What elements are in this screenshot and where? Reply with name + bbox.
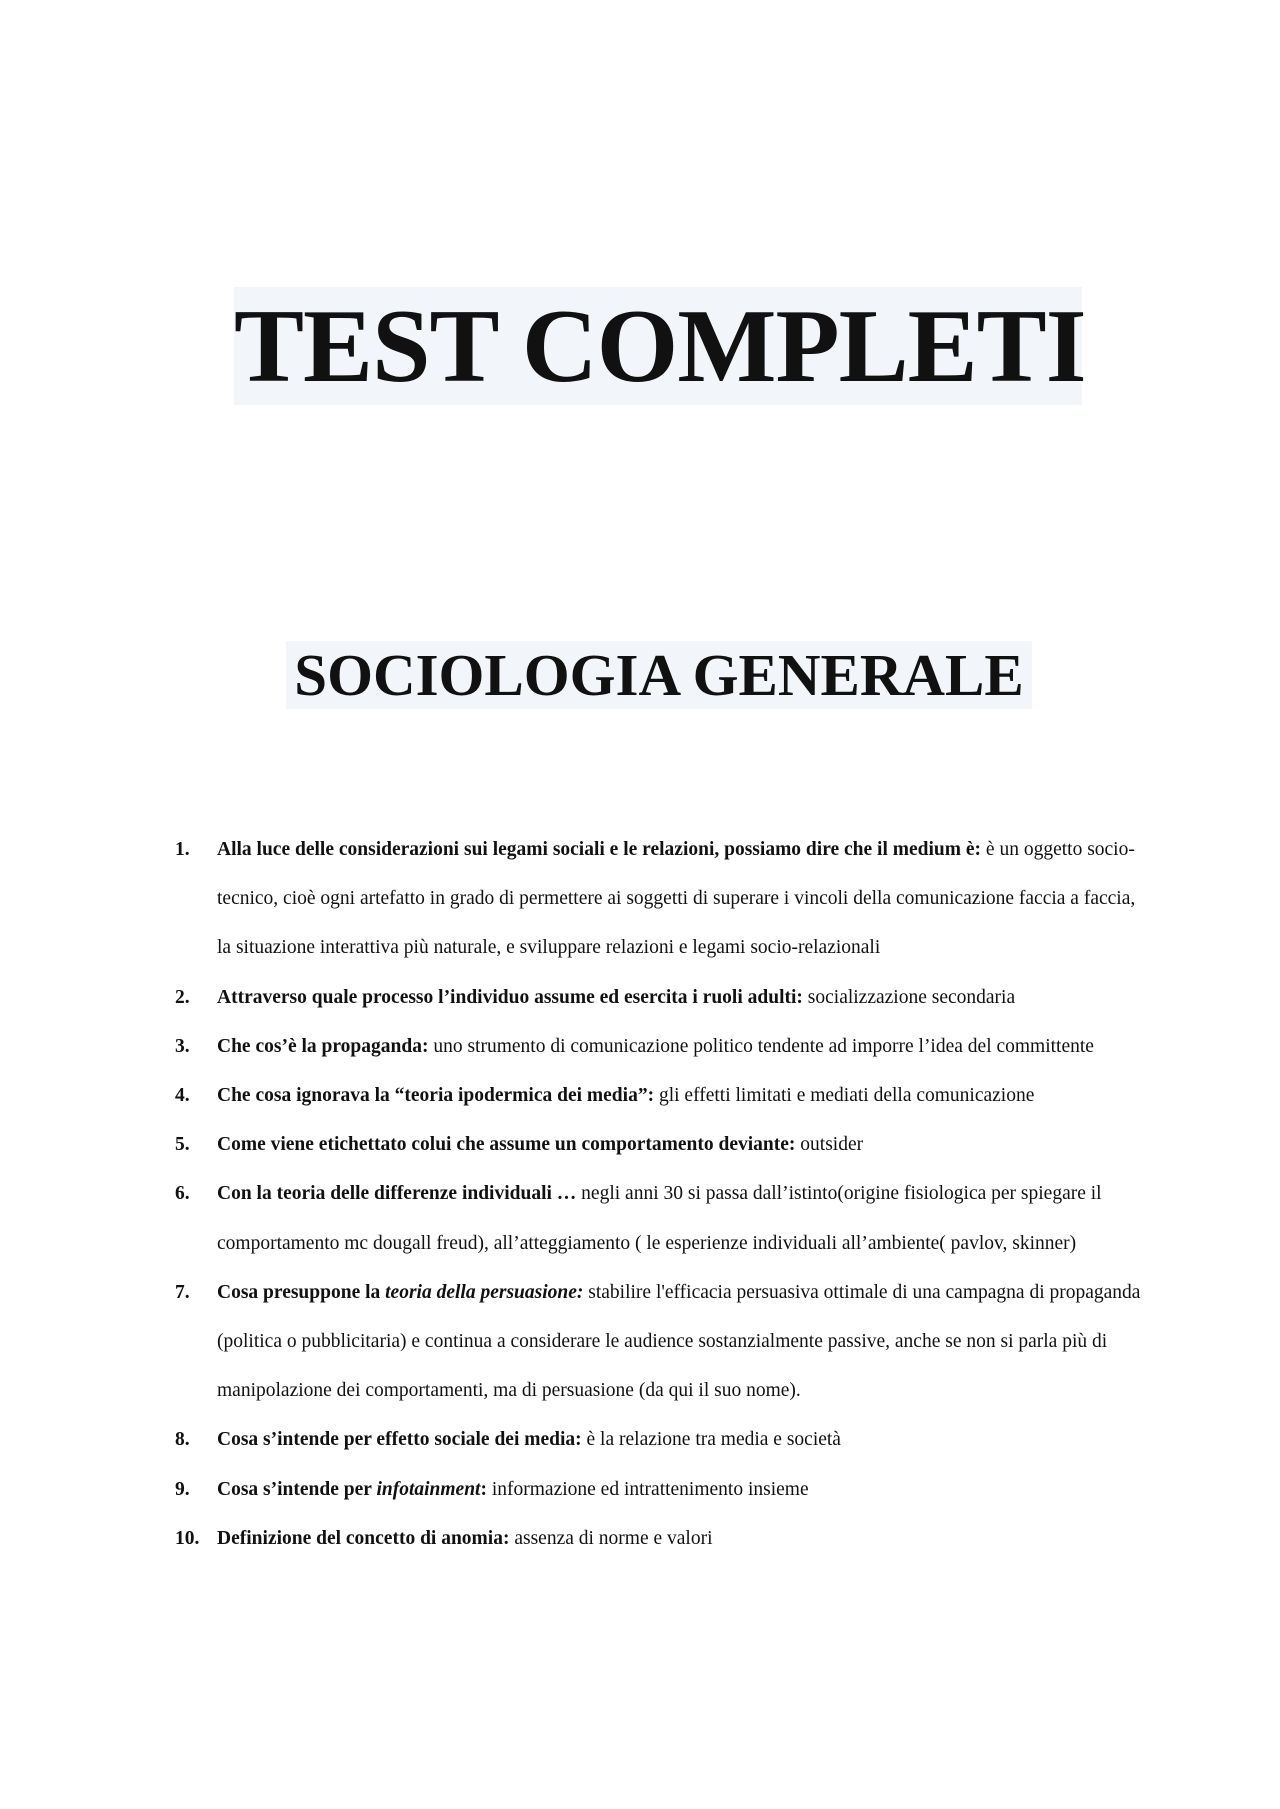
item-question: Cosa s’intende per effetto sociale dei media: [217,1429,582,1451]
item-number: 9. [175,1478,190,1500]
list-item [175,1514,1145,1563]
list-item [175,825,1145,973]
item-answer: uno strumento di comunicazione politico tendente ad imporre l’idea del committente [428,1035,1094,1057]
item-number: 7. [175,1281,190,1303]
list-item [175,1415,1145,1464]
item-question: Che cos’è la propaganda: [217,1035,429,1057]
list-item [175,1465,1145,1514]
item-answer: socializzazione secondaria [802,986,1016,1008]
item-question: Come viene etichettato colui che assume un comportamento deviante: [217,1134,796,1156]
item-question: Alla luce delle considerazioni sui legami sociali e le relazioni, possiamo dire che il medium è: [217,839,982,860]
item-number: 5. [175,1134,190,1156]
item-number: 4. [175,1085,190,1107]
item-number: 1. [175,839,190,860]
list-item [175,1169,1145,1267]
page-subtitle: SOCIOLOGIA GENERALE [286,641,1032,709]
item-question-prefix: Cosa presuppone la [217,1281,386,1303]
item-answer: è la relazione tra media e società [581,1429,841,1451]
list-item [175,973,1145,1022]
list-item [175,1120,1145,1169]
item-answer: assenza di norme e valori [509,1527,713,1549]
item-number: 6. [175,1183,190,1205]
item-answer: gli effetti limitati e mediati della comunicazione [654,1085,1035,1107]
item-number: 10. [175,1527,200,1549]
page-title: TEST COMPLETI [234,287,1086,405]
item-question: Con la teoria delle differenze individuali … [217,1183,577,1205]
item-number: 2. [175,986,190,1008]
item-number: 8. [175,1429,190,1451]
item-number: 3. [175,1035,190,1057]
item-answer: è un oggetto socio-tecnico, cioè ogni artefatto in grado di permettere ai soggetti di superare i vincoli della comunicazione faccia a faccia, la situazione interattiva più naturale, e sviluppare relazioni e legami socio-relazionali [217,839,1136,959]
item-question: Attraverso quale processo l’individuo assume ed esercita i ruoli adulti: [217,986,803,1008]
item-question: Che cosa ignorava la “teoria ipodermica dei media”: [217,1085,655,1107]
item-question-prefix: Cosa s’intende per [217,1478,377,1500]
item-answer: negli anni 30 si passa dall’istinto(origine fisiologica per spiegare il comportamento mc dougall freud), all’atteggiamento ( le esperienze individuali all’ambiente( pavlov, skinner) [217,1183,1102,1254]
item-question: Definizione del concetto di anomia: [217,1527,510,1549]
item-question-suffix: : [480,1478,487,1500]
item-question-italic: infotainment [376,1478,481,1500]
list-item [175,1071,1145,1120]
list-item [175,1268,1145,1416]
item-answer: stabilire l'efficacia persuasiva ottimale di una campagna di propaganda (politica o pubblicitaria) e continua a considerare le audience sostanzialmente passive, anche se non si parla più di manipolazione dei comportamenti, ma di persuasione (da qui il suo nome). [217,1281,1141,1402]
item-answer: outsider [795,1134,864,1156]
item-question-italic: teoria della persuasione: [385,1281,584,1303]
question-list [175,825,1145,1563]
list-item [175,1022,1145,1071]
item-answer: informazione ed intrattenimento insieme [486,1478,809,1500]
